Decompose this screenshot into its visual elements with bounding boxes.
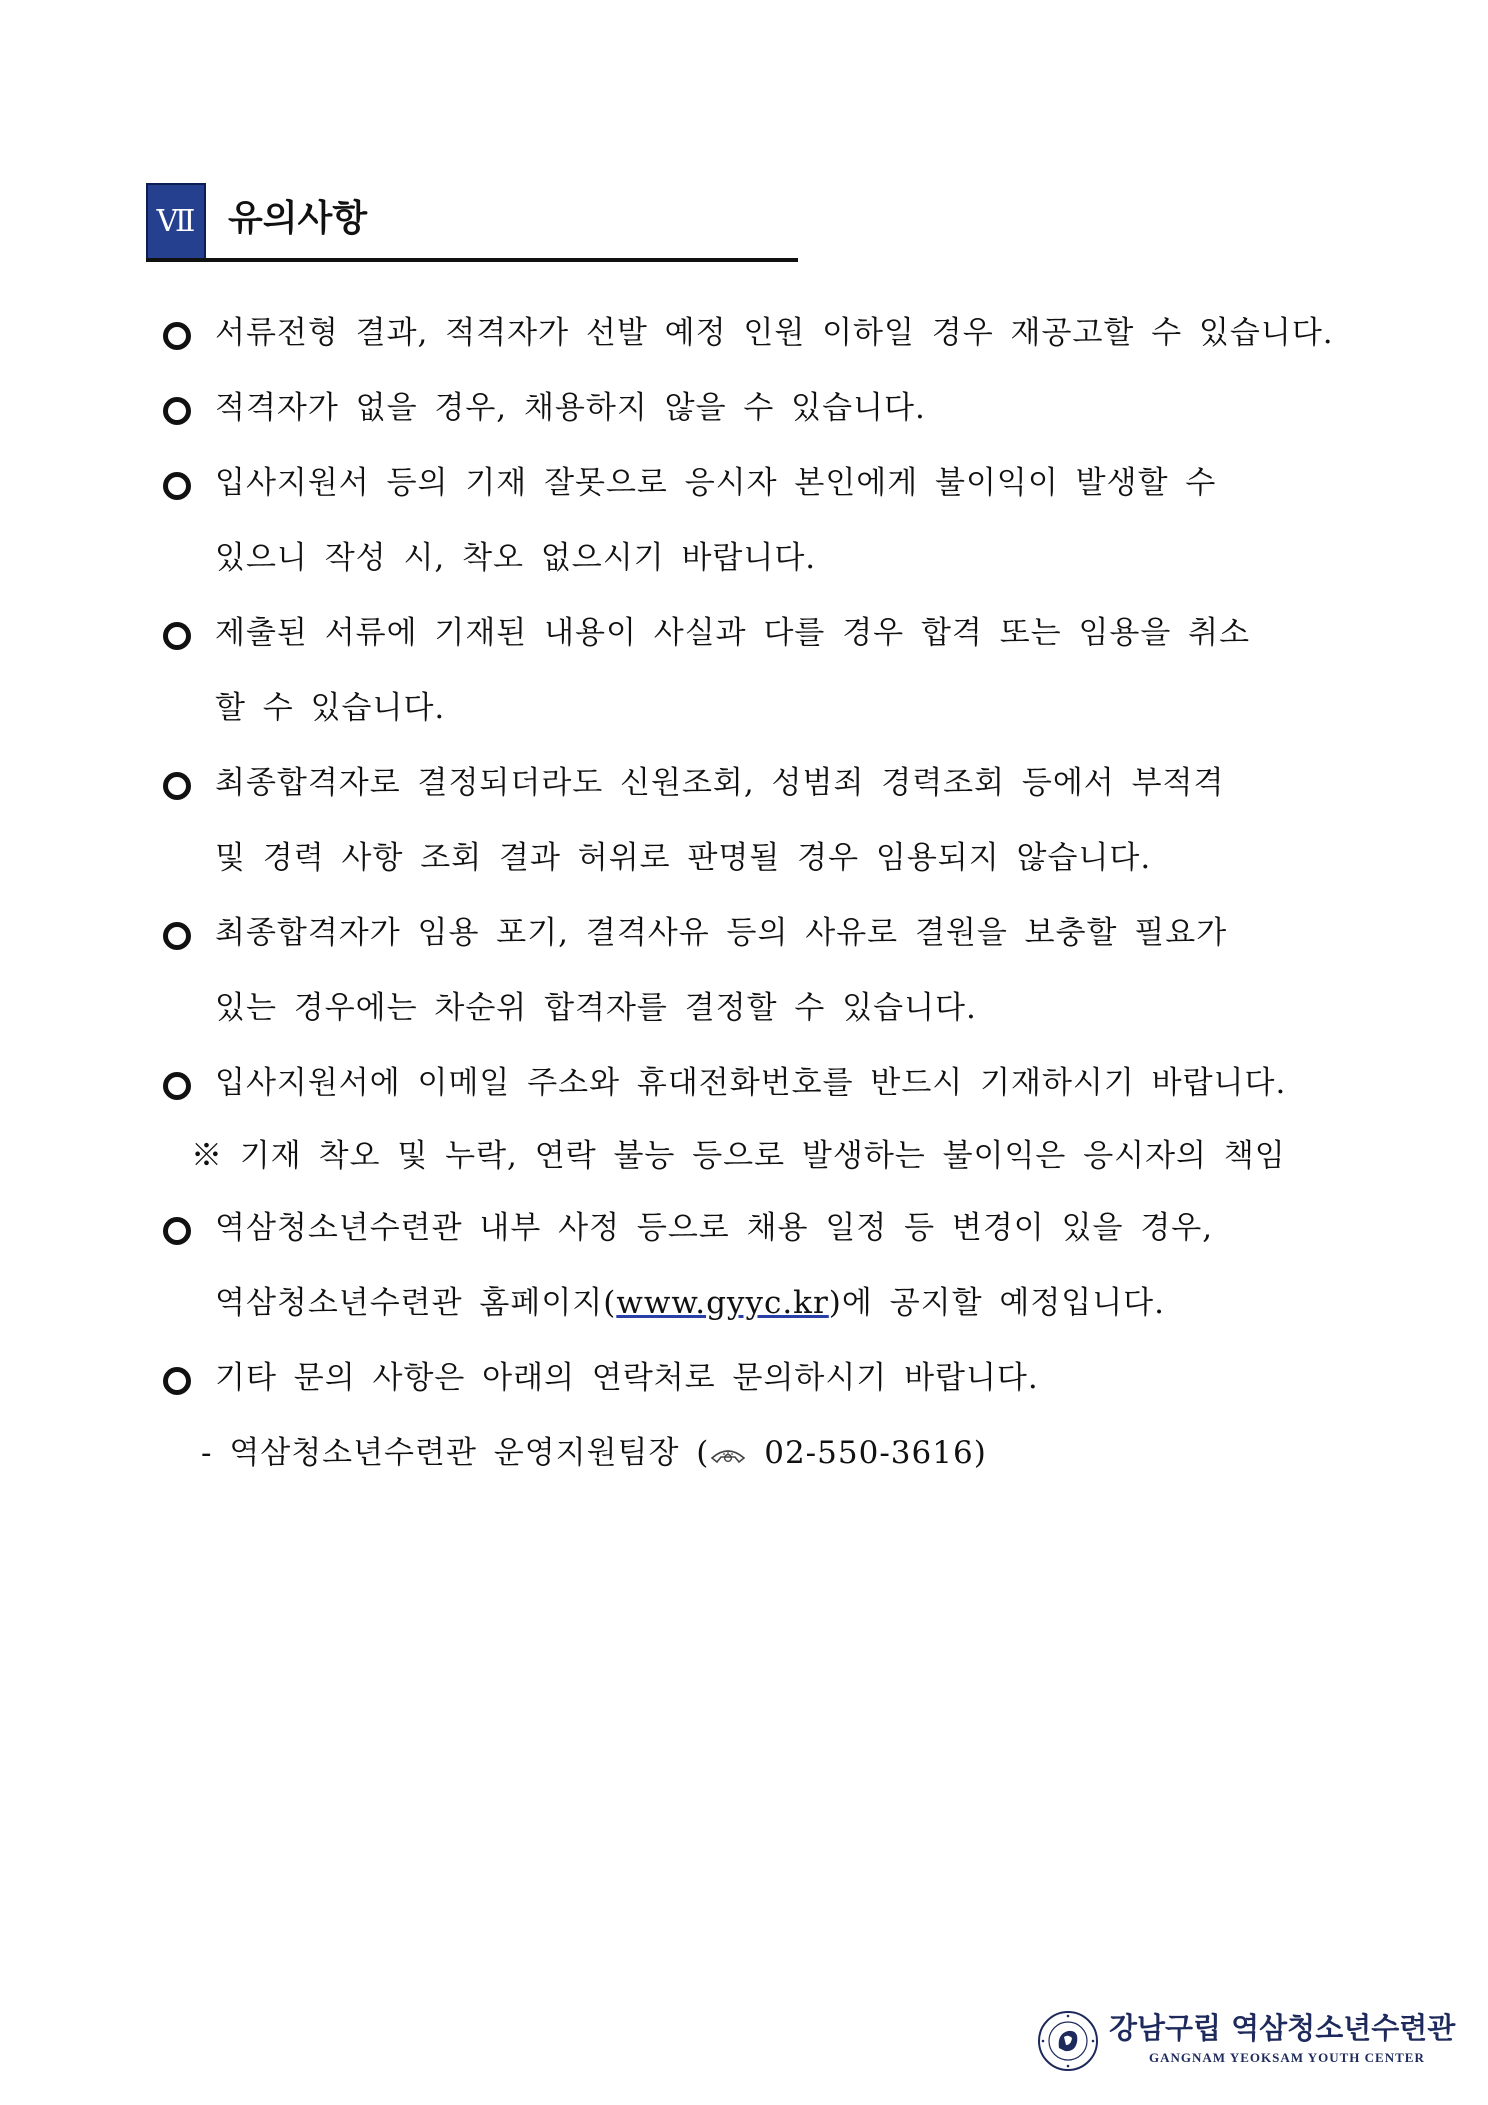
circle-bullet-icon bbox=[163, 922, 191, 950]
note-text: 적격자가 없을 경우, 채용하지 않을 수 있습니다. bbox=[215, 390, 926, 426]
note-text-continued: 및 경력 사항 조회 결과 허위로 판명될 경우 임용되지 않습니다. bbox=[215, 840, 1152, 876]
circle-bullet-icon bbox=[163, 1072, 191, 1100]
homepage-link[interactable]: www.gyyc.kr bbox=[616, 1285, 829, 1321]
note-text: 최종합격자가 임용 포기, 결격사유 등의 사유로 결원을 보충할 필요가 bbox=[215, 915, 1228, 951]
notes-list bbox=[163, 296, 1363, 1491]
note-text: 최종합격자로 결정되더라도 신원조회, 성범죄 경력조회 등에서 부적격 bbox=[215, 765, 1225, 801]
section-title: 유의사항 bbox=[228, 198, 368, 239]
note-text: 입사지원서 등의 기재 잘못으로 응시자 본인에게 불이익이 발생할 수 bbox=[215, 465, 1217, 501]
note-text: 기타 문의 사항은 아래의 연락처로 문의하시기 바랍니다. bbox=[215, 1360, 1039, 1396]
circle-bullet-icon bbox=[163, 322, 191, 350]
note-text-continued: 할 수 있습니다. bbox=[215, 690, 446, 726]
note-item bbox=[163, 596, 1363, 746]
note-text-continued: 있으니 작성 시, 착오 없으시기 바랍니다. bbox=[215, 540, 817, 576]
contact-phone: 02-550-3616 bbox=[764, 1435, 974, 1471]
circle-bullet-icon bbox=[163, 622, 191, 650]
note-text-continued bbox=[215, 1266, 1363, 1341]
footer-logo bbox=[1037, 2010, 1456, 2078]
section-header bbox=[146, 183, 798, 263]
contact-suffix: ) bbox=[973, 1435, 987, 1471]
circle-bullet-icon bbox=[163, 1367, 191, 1395]
org-seal-icon bbox=[1037, 2010, 1099, 2072]
circle-bullet-icon bbox=[163, 1217, 191, 1245]
subnote: ※ 기재 착오 및 누락, 연락 불능 등으로 발생하는 불이익은 응시자의 책임 bbox=[191, 1138, 1286, 1174]
note-item-schedule bbox=[163, 1191, 1363, 1341]
note-item bbox=[163, 746, 1363, 896]
circle-bullet-icon bbox=[163, 472, 191, 500]
contact-prefix: - 역삼청소년수련관 운영지원팀장 ( bbox=[201, 1435, 710, 1471]
org-name: 강남구립 역삼청소년수련관 bbox=[1109, 2011, 1456, 2045]
note-text: 제출된 서류에 기재된 내용이 사실과 다를 경우 합격 또는 임용을 취소 bbox=[215, 615, 1251, 651]
phone-icon bbox=[709, 1445, 747, 1465]
note-item bbox=[163, 1046, 1363, 1121]
note-item bbox=[163, 296, 1363, 371]
note-item-inquiry bbox=[163, 1341, 1363, 1416]
note-text-continued: 있는 경우에는 차순위 합격자를 결정할 수 있습니다. bbox=[215, 990, 977, 1026]
circle-bullet-icon bbox=[163, 397, 191, 425]
note-item bbox=[163, 896, 1363, 1046]
header-rule bbox=[146, 258, 798, 262]
note-item bbox=[163, 446, 1363, 596]
homepage-prefix: 역삼청소년수련관 홈페이지( bbox=[215, 1285, 617, 1321]
note-text: 서류전형 결과, 적격자가 선발 예정 인원 이하일 경우 재공고할 수 있습니다. bbox=[215, 315, 1334, 351]
note-item bbox=[163, 371, 1363, 446]
note-text: 역삼청소년수련관 내부 사정 등으로 채용 일정 등 변경이 있을 경우, bbox=[215, 1210, 1214, 1246]
homepage-suffix: )에 공지할 예정입니다. bbox=[828, 1285, 1165, 1321]
contact-line bbox=[163, 1416, 1363, 1491]
circle-bullet-icon bbox=[163, 772, 191, 800]
org-name-english: GANGNAM YEOKSAM YOUTH CENTER bbox=[1149, 2050, 1425, 2065]
section-numeral: Ⅶ bbox=[146, 183, 206, 260]
note-text: 입사지원서에 이메일 주소와 휴대전화번호를 반드시 기재하시기 바랍니다. bbox=[215, 1065, 1287, 1101]
